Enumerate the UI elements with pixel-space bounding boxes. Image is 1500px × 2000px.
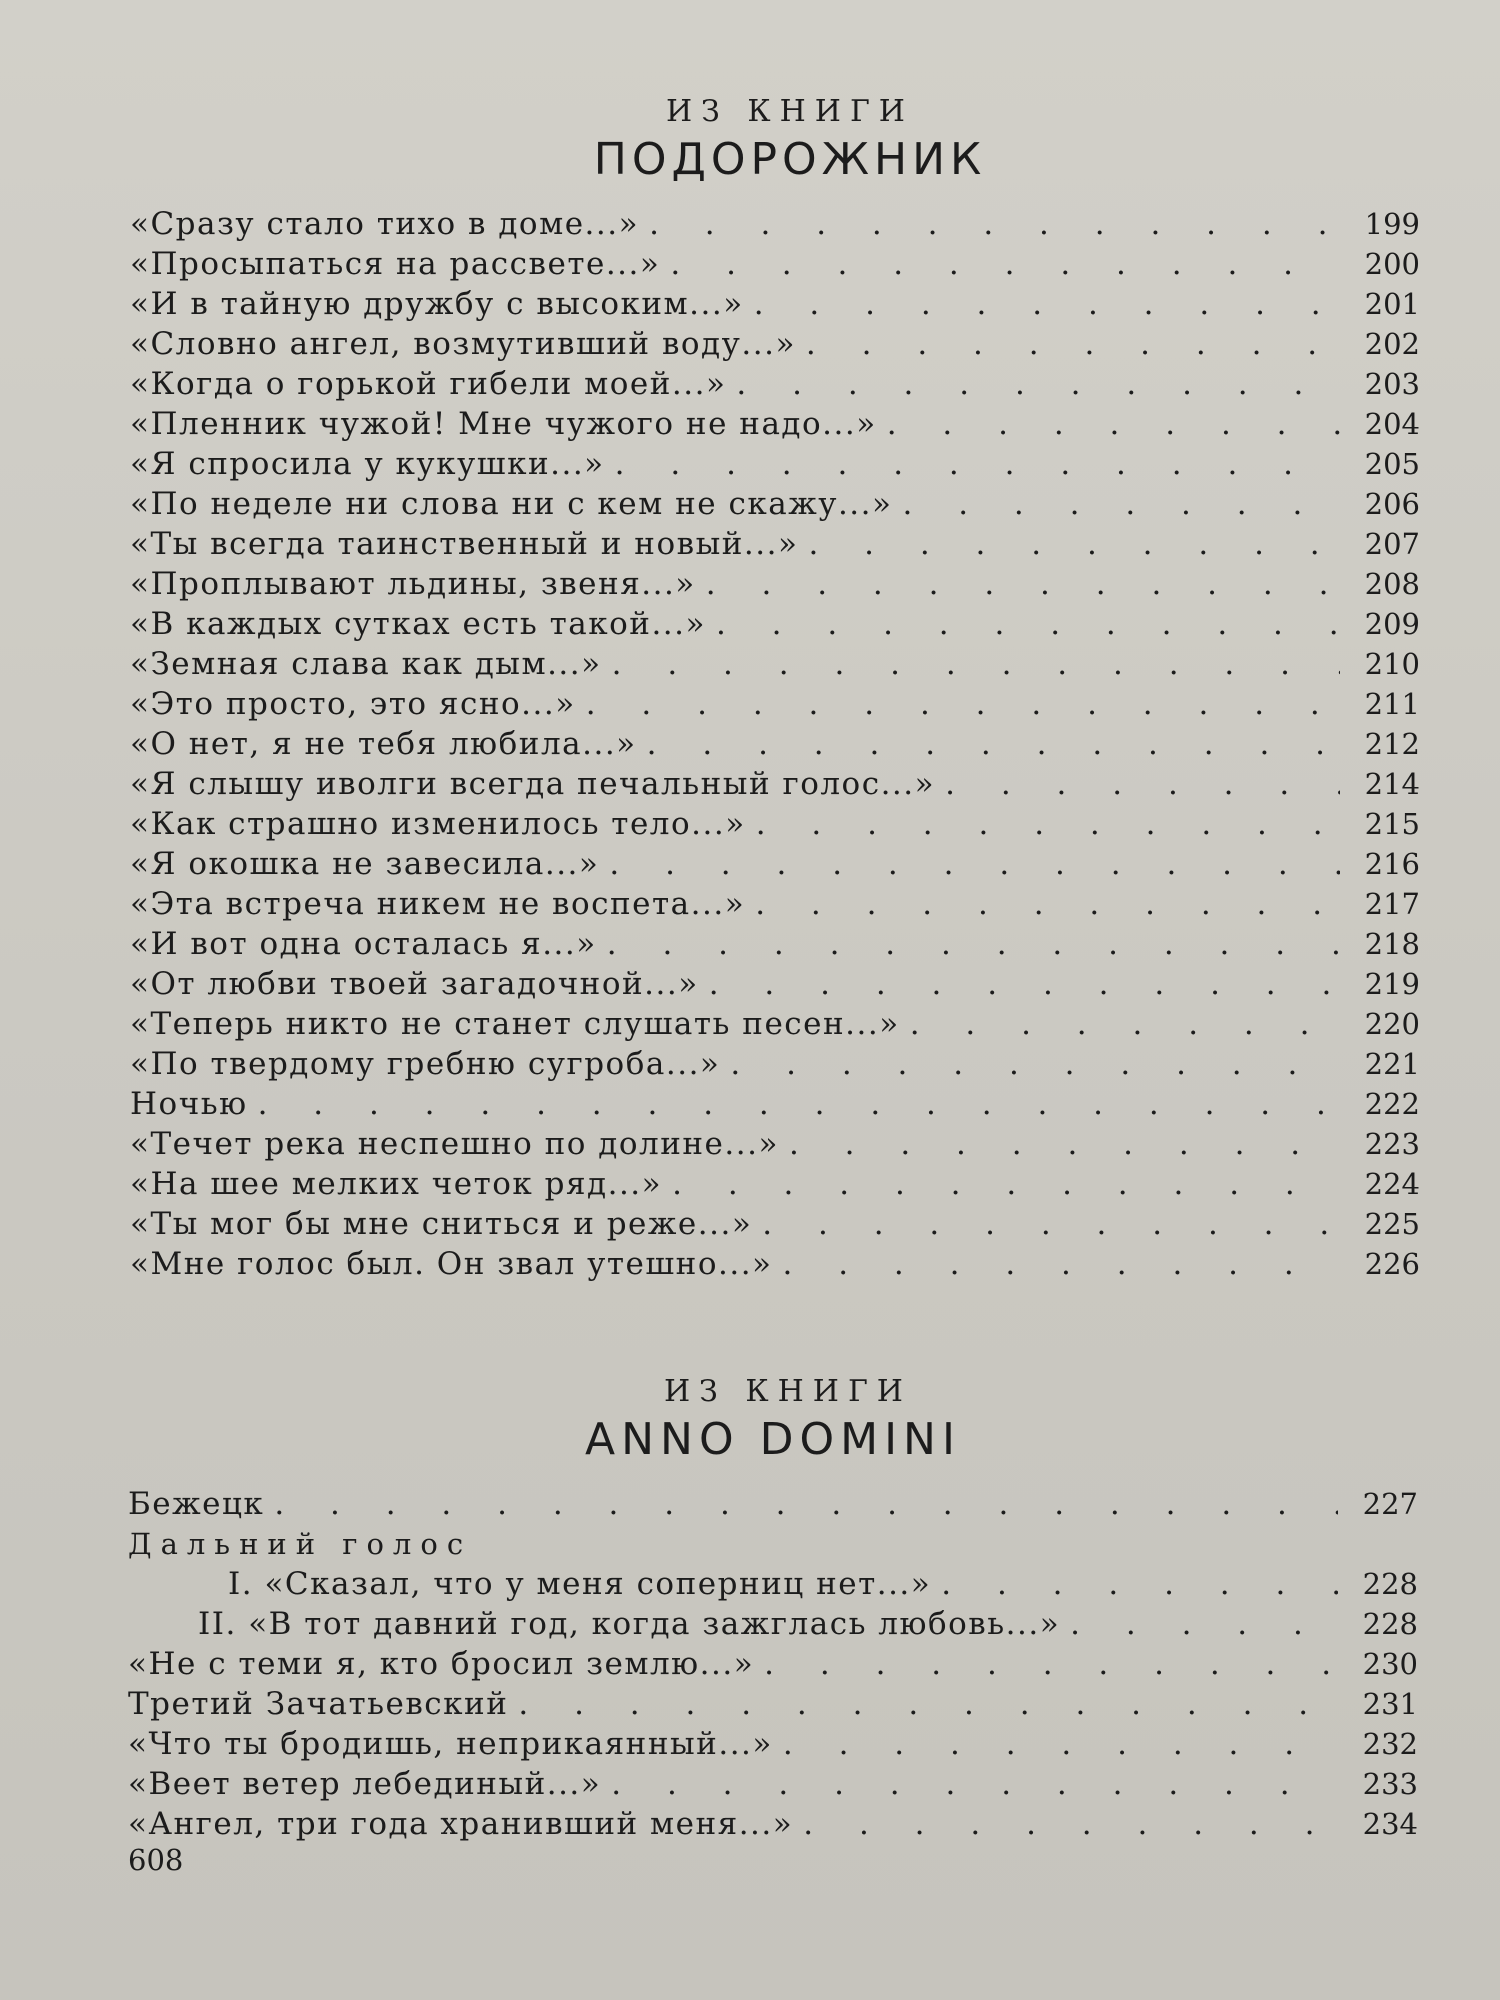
leader-dots bbox=[637, 724, 1340, 764]
entry-title: «Я окошка не завесила...» bbox=[130, 846, 600, 882]
leader-dots bbox=[798, 524, 1340, 564]
entry-title: «Как страшно изменилось тело...» bbox=[130, 806, 746, 842]
entry-page: 234 bbox=[1362, 1807, 1418, 1841]
entry-page: 205 bbox=[1364, 447, 1420, 481]
toc-entry bbox=[130, 524, 1420, 564]
entry-page: 221 bbox=[1364, 1047, 1420, 1081]
leader-dots bbox=[931, 1564, 1338, 1604]
entry-title: «Сразу стало тихо в доме...» bbox=[130, 206, 640, 242]
page-number: 608 bbox=[128, 1843, 184, 1877]
toc-entry bbox=[130, 604, 1420, 644]
entry-page: 230 bbox=[1362, 1647, 1418, 1681]
toc-entry bbox=[130, 1084, 1420, 1124]
leader-dots bbox=[602, 644, 1340, 684]
entry-page: 219 bbox=[1364, 967, 1420, 1001]
entry-page: 227 bbox=[1362, 1487, 1418, 1521]
toc-entry bbox=[130, 204, 1420, 244]
entry-page: 215 bbox=[1364, 807, 1420, 841]
entry-title: «И в тайную дружбу с высоким...» bbox=[130, 286, 744, 322]
leader-dots bbox=[744, 284, 1340, 324]
entry-title: «Ты всегда таинственный и новый...» bbox=[130, 526, 799, 562]
toc-list bbox=[130, 204, 1420, 1284]
entry-page: 214 bbox=[1364, 767, 1420, 801]
entry-title: «Пленник чужой! Мне чужого не надо...» bbox=[130, 406, 877, 442]
toc-entry bbox=[130, 964, 1420, 1004]
leader-dots bbox=[639, 204, 1340, 244]
entry-page: 211 bbox=[1364, 687, 1420, 721]
entry-page: 207 bbox=[1364, 527, 1420, 561]
entry-title: «Земная слава как дым...» bbox=[130, 646, 602, 682]
entry-title: «Веет ветер лебединый...» bbox=[128, 1766, 602, 1802]
entry-page: 223 bbox=[1364, 1127, 1420, 1161]
entry-title: «Мне голос был. Он звал утешно...» bbox=[130, 1246, 773, 1282]
leader-dots bbox=[900, 1004, 1340, 1044]
leader-dots bbox=[877, 404, 1340, 444]
entry-title: «О нет, я не тебя любила...» bbox=[130, 726, 637, 762]
leader-dots bbox=[605, 444, 1340, 484]
entry-title: «Что ты бродишь, неприкаянный...» bbox=[128, 1726, 773, 1762]
entry-title: «Я слышу иволги всегда печальный голос...» bbox=[130, 766, 936, 802]
leader-dots bbox=[597, 924, 1340, 964]
entry-page: 233 bbox=[1362, 1767, 1418, 1801]
toc-entry bbox=[130, 444, 1420, 484]
entry-page: 204 bbox=[1364, 407, 1420, 441]
leader-dots bbox=[773, 1244, 1340, 1284]
leader-dots bbox=[576, 684, 1340, 724]
toc-entry bbox=[130, 1124, 1420, 1164]
entry-title: «Проплывают льдины, звеня...» bbox=[130, 566, 696, 602]
toc-entry bbox=[130, 1204, 1420, 1244]
toc-entry bbox=[130, 284, 1420, 324]
entry-title: Третий Зачатьевский bbox=[128, 1686, 509, 1722]
leader-dots bbox=[793, 1804, 1338, 1844]
toc-entry bbox=[130, 644, 1420, 684]
entry-page: 209 bbox=[1364, 607, 1420, 641]
toc-entry bbox=[130, 1244, 1420, 1284]
leader-dots bbox=[935, 764, 1340, 804]
toc-entry bbox=[130, 1044, 1420, 1084]
toc-entry bbox=[130, 1164, 1420, 1204]
toc-entry bbox=[128, 1804, 1418, 1844]
section-podorozhnik bbox=[130, 92, 1420, 1284]
entry-title: «Ты мог бы мне сниться и реже...» bbox=[130, 1206, 753, 1242]
entry-page: 228 bbox=[1362, 1607, 1418, 1641]
toc-entry bbox=[130, 404, 1420, 444]
toc-entry bbox=[130, 1004, 1420, 1044]
toc-entry bbox=[130, 844, 1420, 884]
entry-page: 202 bbox=[1364, 327, 1420, 361]
toc-entry bbox=[128, 1564, 1418, 1604]
toc-entry bbox=[128, 1764, 1418, 1804]
leader-dots bbox=[706, 604, 1340, 644]
leader-dots bbox=[696, 564, 1340, 604]
entry-page: 226 bbox=[1364, 1247, 1420, 1281]
toc-entry bbox=[128, 1484, 1418, 1524]
entry-page: 199 bbox=[1364, 207, 1420, 241]
entry-title: «Это просто, это ясно...» bbox=[130, 686, 576, 722]
leader-dots bbox=[726, 364, 1340, 404]
book-title: ПОДОРОЖНИК bbox=[593, 134, 987, 185]
toc-entry bbox=[130, 804, 1420, 844]
entry-title: «Не с теми я, кто бросил землю...» bbox=[128, 1646, 755, 1682]
toc-entry bbox=[130, 684, 1420, 724]
leader-dots bbox=[599, 844, 1340, 884]
leader-dots bbox=[796, 324, 1340, 364]
section-heading bbox=[130, 92, 1420, 188]
leader-dots bbox=[1060, 1604, 1338, 1644]
entry-page: 225 bbox=[1364, 1207, 1420, 1241]
entry-title: I. «Сказал, что у меня соперниц нет...» bbox=[228, 1566, 932, 1602]
leader-dots bbox=[779, 1124, 1340, 1164]
toc-entry bbox=[128, 1604, 1418, 1644]
toc-entry bbox=[128, 1724, 1418, 1764]
entry-page: 220 bbox=[1364, 1007, 1420, 1041]
leader-dots bbox=[752, 1204, 1340, 1244]
entry-page: 216 bbox=[1364, 847, 1420, 881]
entry-page: 203 bbox=[1364, 367, 1420, 401]
leader-dots bbox=[601, 1764, 1338, 1804]
toc-entry bbox=[130, 244, 1420, 284]
toc-entry bbox=[130, 924, 1420, 964]
leader-dots bbox=[248, 1084, 1340, 1124]
entry-page: 232 bbox=[1362, 1727, 1418, 1761]
toc-entry bbox=[128, 1644, 1418, 1684]
book-title: ANNO DOMINI bbox=[585, 1414, 961, 1465]
toc-entry bbox=[128, 1684, 1418, 1724]
entry-title: Ночью bbox=[130, 1086, 248, 1122]
entry-title: «На шее мелких четок ряд...» bbox=[130, 1166, 663, 1202]
entry-page: 231 bbox=[1362, 1687, 1418, 1721]
entry-title: «Теперь никто не станет слушать песен...» bbox=[130, 1006, 900, 1042]
leader-dots bbox=[699, 964, 1340, 1004]
section-anno-domini bbox=[128, 1372, 1418, 1844]
entry-title: «От любви твоей загадочной...» bbox=[130, 966, 699, 1002]
leader-dots bbox=[746, 804, 1340, 844]
entry-title: «И вот одна осталась я...» bbox=[130, 926, 597, 962]
leader-dots bbox=[264, 1484, 1338, 1524]
entry-page: 210 bbox=[1364, 647, 1420, 681]
leader-dots bbox=[662, 1164, 1340, 1204]
section-heading bbox=[128, 1372, 1418, 1468]
entry-page: 206 bbox=[1364, 487, 1420, 521]
entry-page: 200 bbox=[1364, 247, 1420, 281]
toc-entry bbox=[130, 764, 1420, 804]
leader-dots bbox=[754, 1644, 1338, 1684]
entry-title: Бежецк bbox=[128, 1486, 265, 1522]
toc-entry bbox=[130, 324, 1420, 364]
entry-title: «Течет река неспешно по долине...» bbox=[130, 1126, 779, 1162]
leader-dots bbox=[892, 484, 1340, 524]
entry-page: 208 bbox=[1364, 567, 1420, 601]
entry-title: «Эта встреча никем не воспета...» bbox=[130, 886, 746, 922]
entry-title: «По твердому гребню сугроба...» bbox=[130, 1046, 721, 1082]
entry-title: «По неделе ни слова ни с кем не скажу...» bbox=[130, 486, 893, 522]
entry-title: «Просыпаться на рассвете...» bbox=[130, 246, 661, 282]
entry-page: 222 bbox=[1364, 1087, 1420, 1121]
leader-dots bbox=[773, 1724, 1338, 1764]
leader-dots bbox=[660, 244, 1340, 284]
entry-page: 201 bbox=[1364, 287, 1420, 321]
leader-dots bbox=[508, 1684, 1338, 1724]
entry-page: 228 bbox=[1362, 1567, 1418, 1601]
entry-title: «Словно ангел, возмутивший воду...» bbox=[130, 326, 796, 362]
toc-entry bbox=[130, 724, 1420, 764]
toc-list bbox=[128, 1484, 1418, 1844]
leader-dots bbox=[720, 1044, 1340, 1084]
leader-dots bbox=[745, 884, 1340, 924]
entry-title: «Когда о горькой гибели моей...» bbox=[130, 366, 727, 402]
toc-entry bbox=[130, 484, 1420, 524]
entry-page: 224 bbox=[1364, 1167, 1420, 1201]
toc-entry bbox=[130, 364, 1420, 404]
toc-entry bbox=[130, 884, 1420, 924]
entry-page: 218 bbox=[1364, 927, 1420, 961]
entry-title: II. «В тот давний год, когда зажглась любовь...» bbox=[198, 1606, 1061, 1642]
section-kicker: ИЗ КНИГИ bbox=[664, 1374, 912, 1409]
entry-title: «Ангел, три года хранивший меня...» bbox=[128, 1806, 794, 1842]
cycle-heading: Дальний голос bbox=[128, 1527, 473, 1561]
entry-page: 217 bbox=[1364, 887, 1420, 921]
section-kicker: ИЗ КНИГИ bbox=[666, 94, 914, 129]
entry-page: 212 bbox=[1364, 727, 1420, 761]
entry-title: «В каждых сутках есть такой...» bbox=[130, 606, 706, 642]
toc-entry bbox=[130, 564, 1420, 604]
entry-title: «Я спросила у кукушки...» bbox=[130, 446, 605, 482]
